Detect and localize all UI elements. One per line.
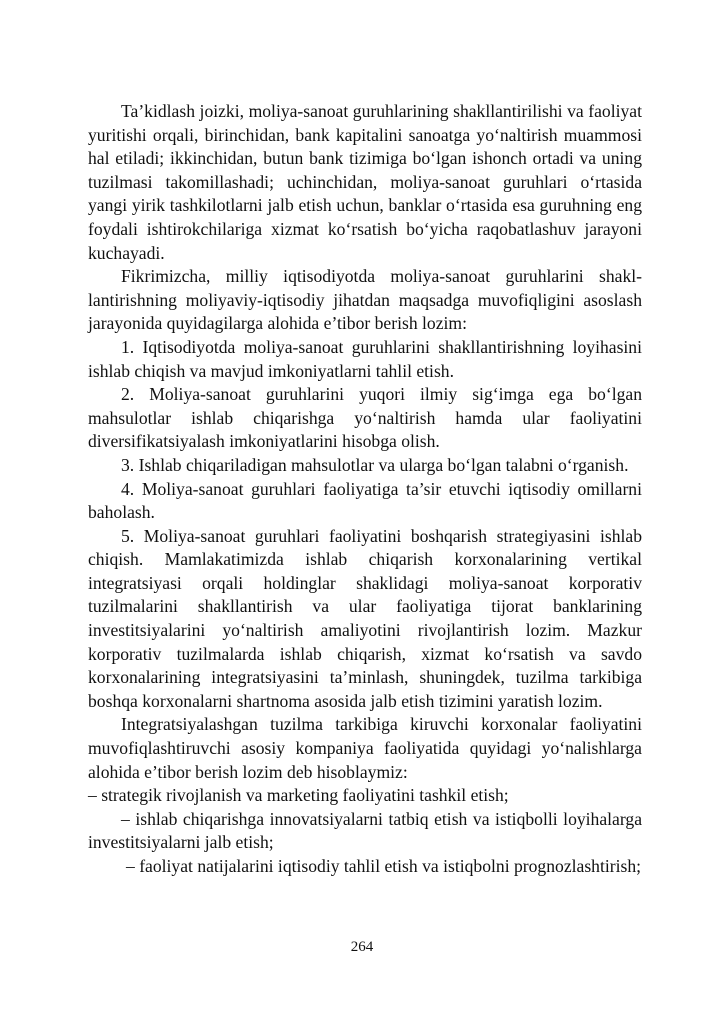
list-item-5: 5. Moliya-sanoat guruhlari faoliyatini boshqarish strategiyasini ishlab chiqish. Mamlakatimizda ishlab chiqarish korxonalarining vertikal integratsiyasi orqali holdinglar shaklidagi moliya-sanoat korporativ tuzilmalarini shakllantirish va ular faoliyatiga tijorat banklarining investitsiyalarini yo‘naltirish amaliyotini rivojlantirish lozim. Mazkur korporativ tuzilmalarda ishlab chiqarish, xizmat ko‘rsatish va savdo korxonalarining integratsiyasini ta’minlash, shuningdek, tuzilma tarkibiga boshqa korxonalarni shartnoma asosida jalb etish tizimini yaratish lozim. bbox=[88, 525, 642, 711]
bullet-item-2: – ishlab chiqarishga innovatsiyalarni tatbiq etish va istiqbolli loyihalarga investitsiyalarni jalb etish; bbox=[88, 808, 642, 853]
list-item-4: 4. Moliya-sanoat guruhlari faoliyatiga ta’sir etuvchi iqtisodiy omillarni baholash. bbox=[88, 478, 642, 523]
bullet-item-1: – strategik rivojlanish va marketing faoliyatini tashkil etish; bbox=[88, 785, 509, 806]
paragraph-integration: Integratsiyalashgan tuzilma tarkibiga kiruvchi korxonalar faoliyatini muvofiqlashtiruvchi asosiy kompaniya faoliyatida quyidagi yo‘nalishlarga alohida e’tibor berish lozim deb hisoblaymiz: bbox=[88, 714, 642, 782]
paragraph-intro: Ta’kidlash joizki, moliya-sanoat guruhlarining shakllantirilishi va faoliyat yuritishi orqali, birinchidan, bank kapitalini sanoatga yo‘naltirish muammosi hal etiladi; ikkinchidan, butun bank tizimiga bo‘lgan ishonch ortadi va uning tuzilmasi takomillashadi; uchinchidan, moliya-sanoat guruhlari o‘rtasida yangi yirik tashkilotlarni jalb etish uchun, banklar o‘rtasida esa guruhning eng foydali ishtirokchilariga xizmat ko‘rsatish bo‘yicha raqobatlashuv jarayoni kuchayadi. bbox=[88, 101, 642, 263]
list-item-2: 2. Moliya-sanoat guruhlarini yuqori ilmiy sig‘imga ega bo‘lgan mahsulotlar ishlab chiqarishga yo‘naltirish hamda ular faoliyatini diversifikatsiyalash imkoniyatlarini hisobga olish. bbox=[88, 384, 642, 452]
page-number: 264 bbox=[350, 939, 374, 955]
page-body bbox=[88, 100, 642, 879]
list-item-1: 1. Iqtisodiyotda moliya-sanoat guruhlarini shakllantirishning loyihasini ishlab chiqish va mavjud imkoniyatlarni tahlil etish. bbox=[88, 336, 642, 381]
list-item-3: 3. Ishlab chiqariladigan mahsulotlar va ularga bo‘lgan talabni o‘rganish. bbox=[121, 454, 629, 475]
bullet-item-3: – faoliyat natijalarini iqtisodiy tahlil etish va istiqbolni prognozlashtirish; bbox=[126, 856, 642, 876]
paragraph-opinion: Fikrimizcha, milliy iqtisodiyotda moliya-sanoat guruhlarini shakllantirishning moliyaviy-iqtisodiy jihatdan maqsadga muvofiqligini asoslash jarayonida quyidagilarga alohida e’tibor berish lozim: bbox=[88, 266, 642, 334]
